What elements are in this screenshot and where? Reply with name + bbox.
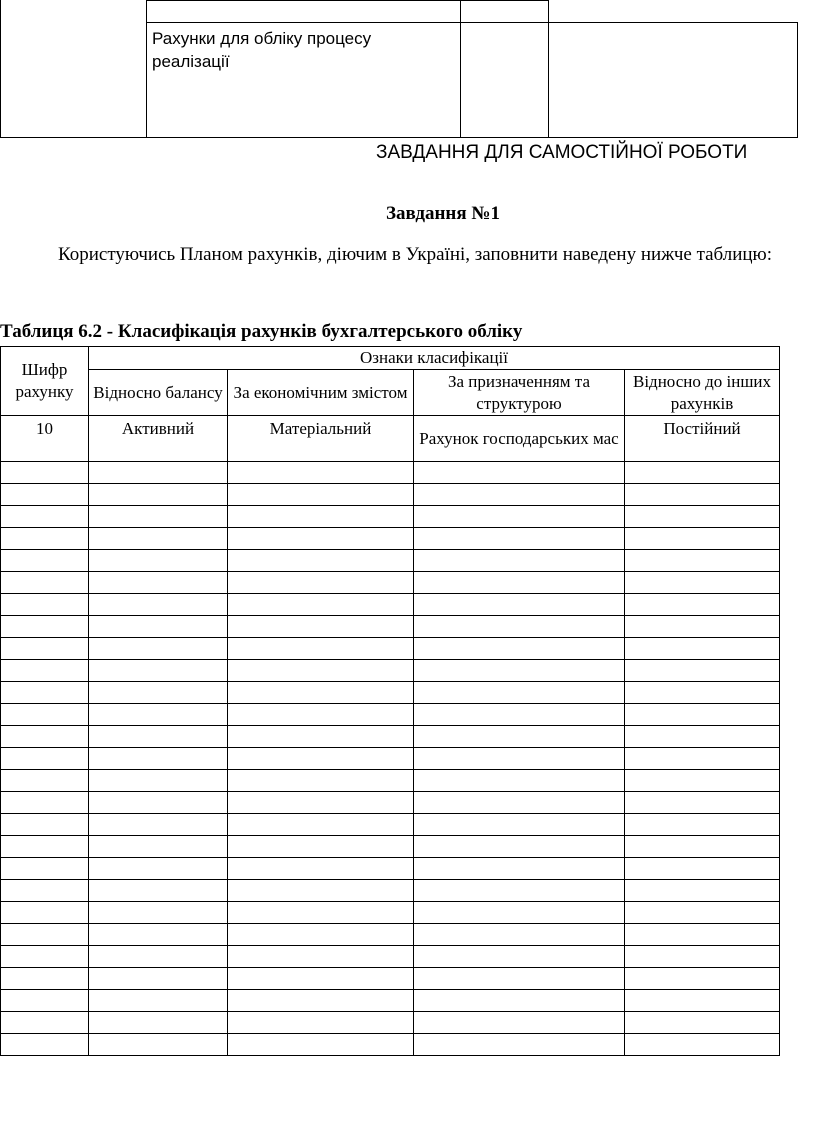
table-cell: [414, 638, 625, 660]
table-row: [1, 1012, 780, 1034]
table-cell: [228, 1034, 414, 1056]
table-cell: [89, 704, 228, 726]
table-cell: [228, 638, 414, 660]
table-cell: [228, 594, 414, 616]
table-row: [1, 462, 780, 484]
table-cell: [89, 726, 228, 748]
example-balance: Активний: [89, 416, 228, 462]
header-row-1: [1, 347, 780, 370]
table-row: [1, 550, 780, 572]
table-cell: [1, 880, 89, 902]
table-row: [1, 616, 780, 638]
table-cell: [625, 880, 780, 902]
table-cell: [625, 792, 780, 814]
table-cell: [625, 726, 780, 748]
table-cell: [625, 814, 780, 836]
table-cell: [414, 924, 625, 946]
table-cell: [89, 528, 228, 550]
table-cell: [1, 858, 89, 880]
table-cell: [228, 770, 414, 792]
table-cell: [414, 946, 625, 968]
table-cell: [89, 880, 228, 902]
table-cell: [625, 858, 780, 880]
table-cell: [1, 462, 89, 484]
table-row: [1, 682, 780, 704]
table-row: [1, 726, 780, 748]
table-cell: [89, 638, 228, 660]
table-cell: [228, 990, 414, 1012]
table-cell: [625, 968, 780, 990]
table-cell: [228, 484, 414, 506]
table-row: [1, 880, 780, 902]
table-cell: [1, 616, 89, 638]
header-code: Шифр рахунку: [1, 347, 89, 416]
table-cell: [414, 682, 625, 704]
table-cell: [1, 990, 89, 1012]
task-title: Завдання №1: [386, 203, 500, 224]
table-cell: [625, 924, 780, 946]
table-cell: [89, 572, 228, 594]
table-cell: [228, 682, 414, 704]
header-group: Ознаки класифікації: [89, 347, 780, 370]
table-cell: [414, 858, 625, 880]
table-cell: [625, 660, 780, 682]
table-cell: [625, 990, 780, 1012]
table-cell: [625, 484, 780, 506]
table-cell: [1, 506, 89, 528]
table-cell: [625, 616, 780, 638]
table-cell: [89, 836, 228, 858]
table-cell: [1, 1012, 89, 1034]
table-cell: [1, 968, 89, 990]
table-cell: [1, 484, 89, 506]
table-cell: [414, 814, 625, 836]
table-cell: [228, 704, 414, 726]
frag-top-line: [146, 0, 549, 1]
table-cell: [414, 748, 625, 770]
table-cell: [228, 660, 414, 682]
frag-header-line: [146, 22, 798, 23]
table-row: [1, 660, 780, 682]
table-row: [1, 990, 780, 1012]
table-cell: [228, 924, 414, 946]
table-cell: [228, 616, 414, 638]
header-economic: За економічним змістом: [228, 370, 414, 416]
table-cell: [414, 528, 625, 550]
table-cell: [625, 1012, 780, 1034]
table-cell: [228, 858, 414, 880]
table-cell: [625, 748, 780, 770]
table-cell: [625, 594, 780, 616]
table-cell: [89, 748, 228, 770]
table-cell: [414, 1034, 625, 1056]
table-cell: [89, 506, 228, 528]
table-cell: [89, 858, 228, 880]
header-purpose: За призначенням та структурою: [414, 370, 625, 416]
table-row: [1, 594, 780, 616]
table-cell: [1, 572, 89, 594]
previous-table-fragment: [0, 0, 816, 140]
frag-vline-1: [0, 0, 1, 138]
frag-vline-2: [146, 0, 147, 138]
table-cell: [228, 550, 414, 572]
table-cell: [228, 902, 414, 924]
table-cell: [89, 990, 228, 1012]
table-cell: [89, 902, 228, 924]
table-cell: [414, 594, 625, 616]
table-row: [1, 968, 780, 990]
table-cell: [89, 1012, 228, 1034]
table-cell: [625, 770, 780, 792]
table-cell: [414, 902, 625, 924]
table-row: [1, 902, 780, 924]
table-cell: [414, 770, 625, 792]
table-cell: [89, 462, 228, 484]
header-relation: Відносно до інших рахунків: [625, 370, 780, 416]
table-cell: [228, 1012, 414, 1034]
table-row: [1, 528, 780, 550]
table-cell: [1, 836, 89, 858]
table-cell: [89, 660, 228, 682]
table-row: [1, 638, 780, 660]
table-cell: [1, 638, 89, 660]
table-cell: [89, 484, 228, 506]
table-cell: [1, 528, 89, 550]
table-row: [1, 770, 780, 792]
table-cell: [414, 616, 625, 638]
table-cell: [228, 946, 414, 968]
table-cell: [228, 836, 414, 858]
example-relation: Постійний: [625, 416, 780, 462]
table-cell: [89, 1034, 228, 1056]
table-cell: [89, 616, 228, 638]
table-row: [1, 924, 780, 946]
table-cell: [89, 792, 228, 814]
table-cell: [228, 748, 414, 770]
table-row: [1, 858, 780, 880]
table-cell: [414, 550, 625, 572]
table-cell: [625, 682, 780, 704]
table-cell: [228, 792, 414, 814]
table-cell: [414, 968, 625, 990]
table-cell: [228, 572, 414, 594]
table-cell: [414, 462, 625, 484]
task-text: Користуючись Планом рахунків, діючим в Україні, заповнити наведену нижче таблицю:: [58, 244, 773, 265]
table-cell: [1, 682, 89, 704]
header-balance: Відносно балансу: [89, 370, 228, 416]
header-row-2: [1, 370, 780, 416]
table-cell: [89, 924, 228, 946]
example-code: 10: [1, 416, 89, 462]
table-cell: [625, 638, 780, 660]
table-cell: [625, 506, 780, 528]
table-cell: [414, 990, 625, 1012]
table-cell: [414, 792, 625, 814]
table-cell: [1, 594, 89, 616]
table-cell: [1, 902, 89, 924]
table-row: [1, 1034, 780, 1056]
table-cell: [89, 594, 228, 616]
table-cell: [89, 682, 228, 704]
table-cell: [625, 946, 780, 968]
table-cell: [625, 528, 780, 550]
table-cell: [1, 704, 89, 726]
table-row: [1, 506, 780, 528]
frag-vline-3: [460, 0, 461, 138]
frag-cell-text: Рахунки для обліку процесу реалізації: [152, 29, 372, 71]
table-cell: [1, 924, 89, 946]
table-caption: Таблиця 6.2 - Класифікація рахунків бухгалтерського обліку: [0, 321, 523, 342]
table-cell: [89, 770, 228, 792]
table-cell: [89, 968, 228, 990]
example-economic: Матеріальний: [228, 416, 414, 462]
table-cell: [1, 726, 89, 748]
table-cell: [228, 814, 414, 836]
table-cell: [228, 968, 414, 990]
table-cell: [625, 462, 780, 484]
table-cell: [414, 506, 625, 528]
table-cell: [1, 770, 89, 792]
classification-table: [0, 346, 780, 1056]
table-cell: [414, 836, 625, 858]
table-cell: [1, 792, 89, 814]
table-row: [1, 484, 780, 506]
table-cell: [228, 462, 414, 484]
example-purpose: Рахунок господарських мас: [414, 416, 625, 462]
table-cell: [625, 902, 780, 924]
table-row: [1, 748, 780, 770]
table-cell: [228, 726, 414, 748]
table-cell: [414, 484, 625, 506]
frag-vline-4: [548, 0, 549, 138]
table-cell: [1, 814, 89, 836]
table-cell: [89, 946, 228, 968]
example-row: [1, 416, 780, 462]
table-cell: [414, 1012, 625, 1034]
table-cell: [228, 528, 414, 550]
table-cell: [414, 704, 625, 726]
table-cell: [1, 1034, 89, 1056]
table-cell: [1, 946, 89, 968]
table-row: [1, 704, 780, 726]
table-cell: [625, 1034, 780, 1056]
section-heading: ЗАВДАННЯ ДЛЯ САМОСТІЙНОЇ РОБОТИ: [376, 142, 748, 163]
table-row: [1, 814, 780, 836]
table-row: [1, 792, 780, 814]
table-cell: [228, 506, 414, 528]
table-cell: [89, 550, 228, 572]
table-cell: [414, 726, 625, 748]
table-cell: [1, 660, 89, 682]
table-cell: [625, 550, 780, 572]
table-cell: [625, 704, 780, 726]
table-cell: [414, 660, 625, 682]
table-row: [1, 946, 780, 968]
frag-vline-5: [797, 22, 798, 138]
table-cell: [414, 572, 625, 594]
table-cell: [414, 880, 625, 902]
table-row: [1, 836, 780, 858]
table-cell: [1, 550, 89, 572]
table-cell: [228, 880, 414, 902]
table-cell: [625, 572, 780, 594]
table-cell: [625, 836, 780, 858]
table-row: [1, 572, 780, 594]
table-cell: [89, 814, 228, 836]
table-cell: [1, 748, 89, 770]
frag-bottom-line: [0, 137, 798, 138]
